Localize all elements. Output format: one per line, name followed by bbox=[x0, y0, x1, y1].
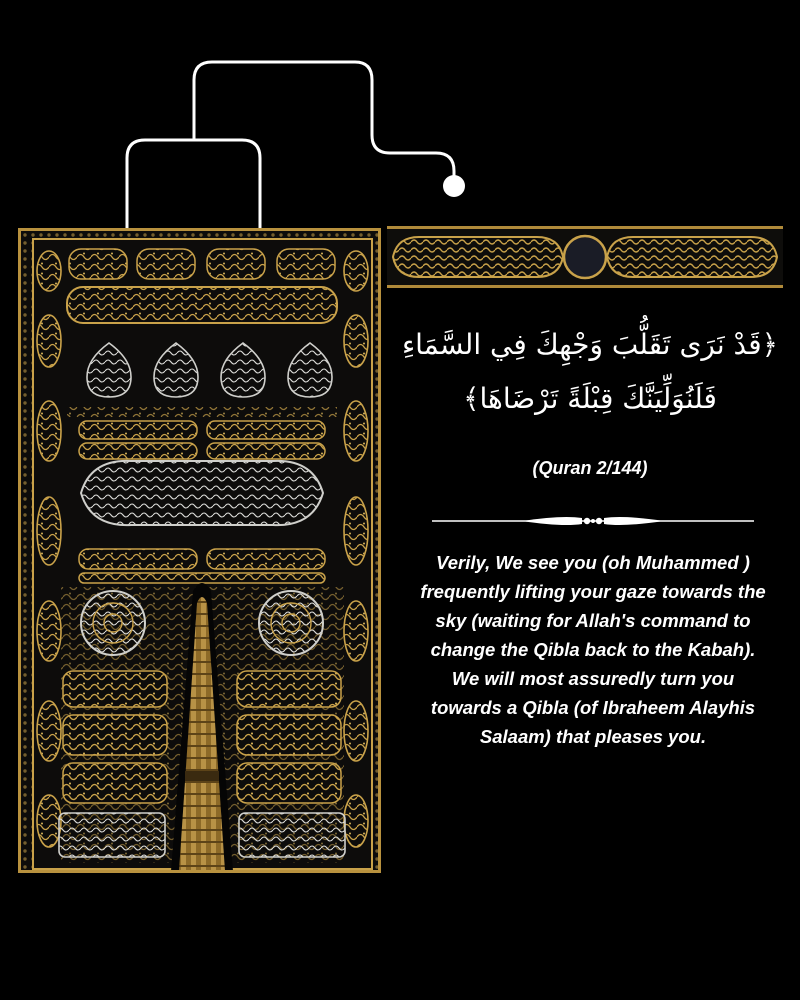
translation-line-3: sky (waiting for Allah's command to bbox=[435, 610, 751, 631]
arabic-verse-line-2: فَلَنُوَلِّيَنَّكَ قِبْلَةً تَرْضَاهَا﴾ bbox=[463, 382, 717, 415]
kiswah-curtain-image bbox=[18, 228, 381, 873]
translation-line-5: We will most assuredly turn you bbox=[451, 668, 735, 689]
verse-reference: (Quran 2/144) bbox=[532, 458, 648, 478]
calligraphy-strip-image bbox=[387, 226, 783, 288]
translation-line-2: frequently lifting your gaze towards the bbox=[420, 581, 766, 602]
translation-line-4: change the Qibla back to the Kabah). bbox=[430, 639, 756, 660]
translation-line-6: towards a Qibla (of Ibraheem Alayhis bbox=[430, 697, 756, 718]
translation-line-7: Salaam) that pleases you. bbox=[479, 726, 707, 747]
arabic-verse bbox=[395, 318, 785, 426]
connector-dot-right bbox=[443, 175, 465, 197]
verse-translation bbox=[393, 548, 793, 751]
ornamental-divider bbox=[432, 512, 754, 530]
arabic-verse-line-1: ﴿قَدْ نَرَى تَقَلُّبَ وَجْهِكَ فِي السَّمَاءِ bbox=[401, 328, 779, 361]
translation-line-1: Verily, We see you (oh Muhammed ) bbox=[436, 552, 750, 573]
